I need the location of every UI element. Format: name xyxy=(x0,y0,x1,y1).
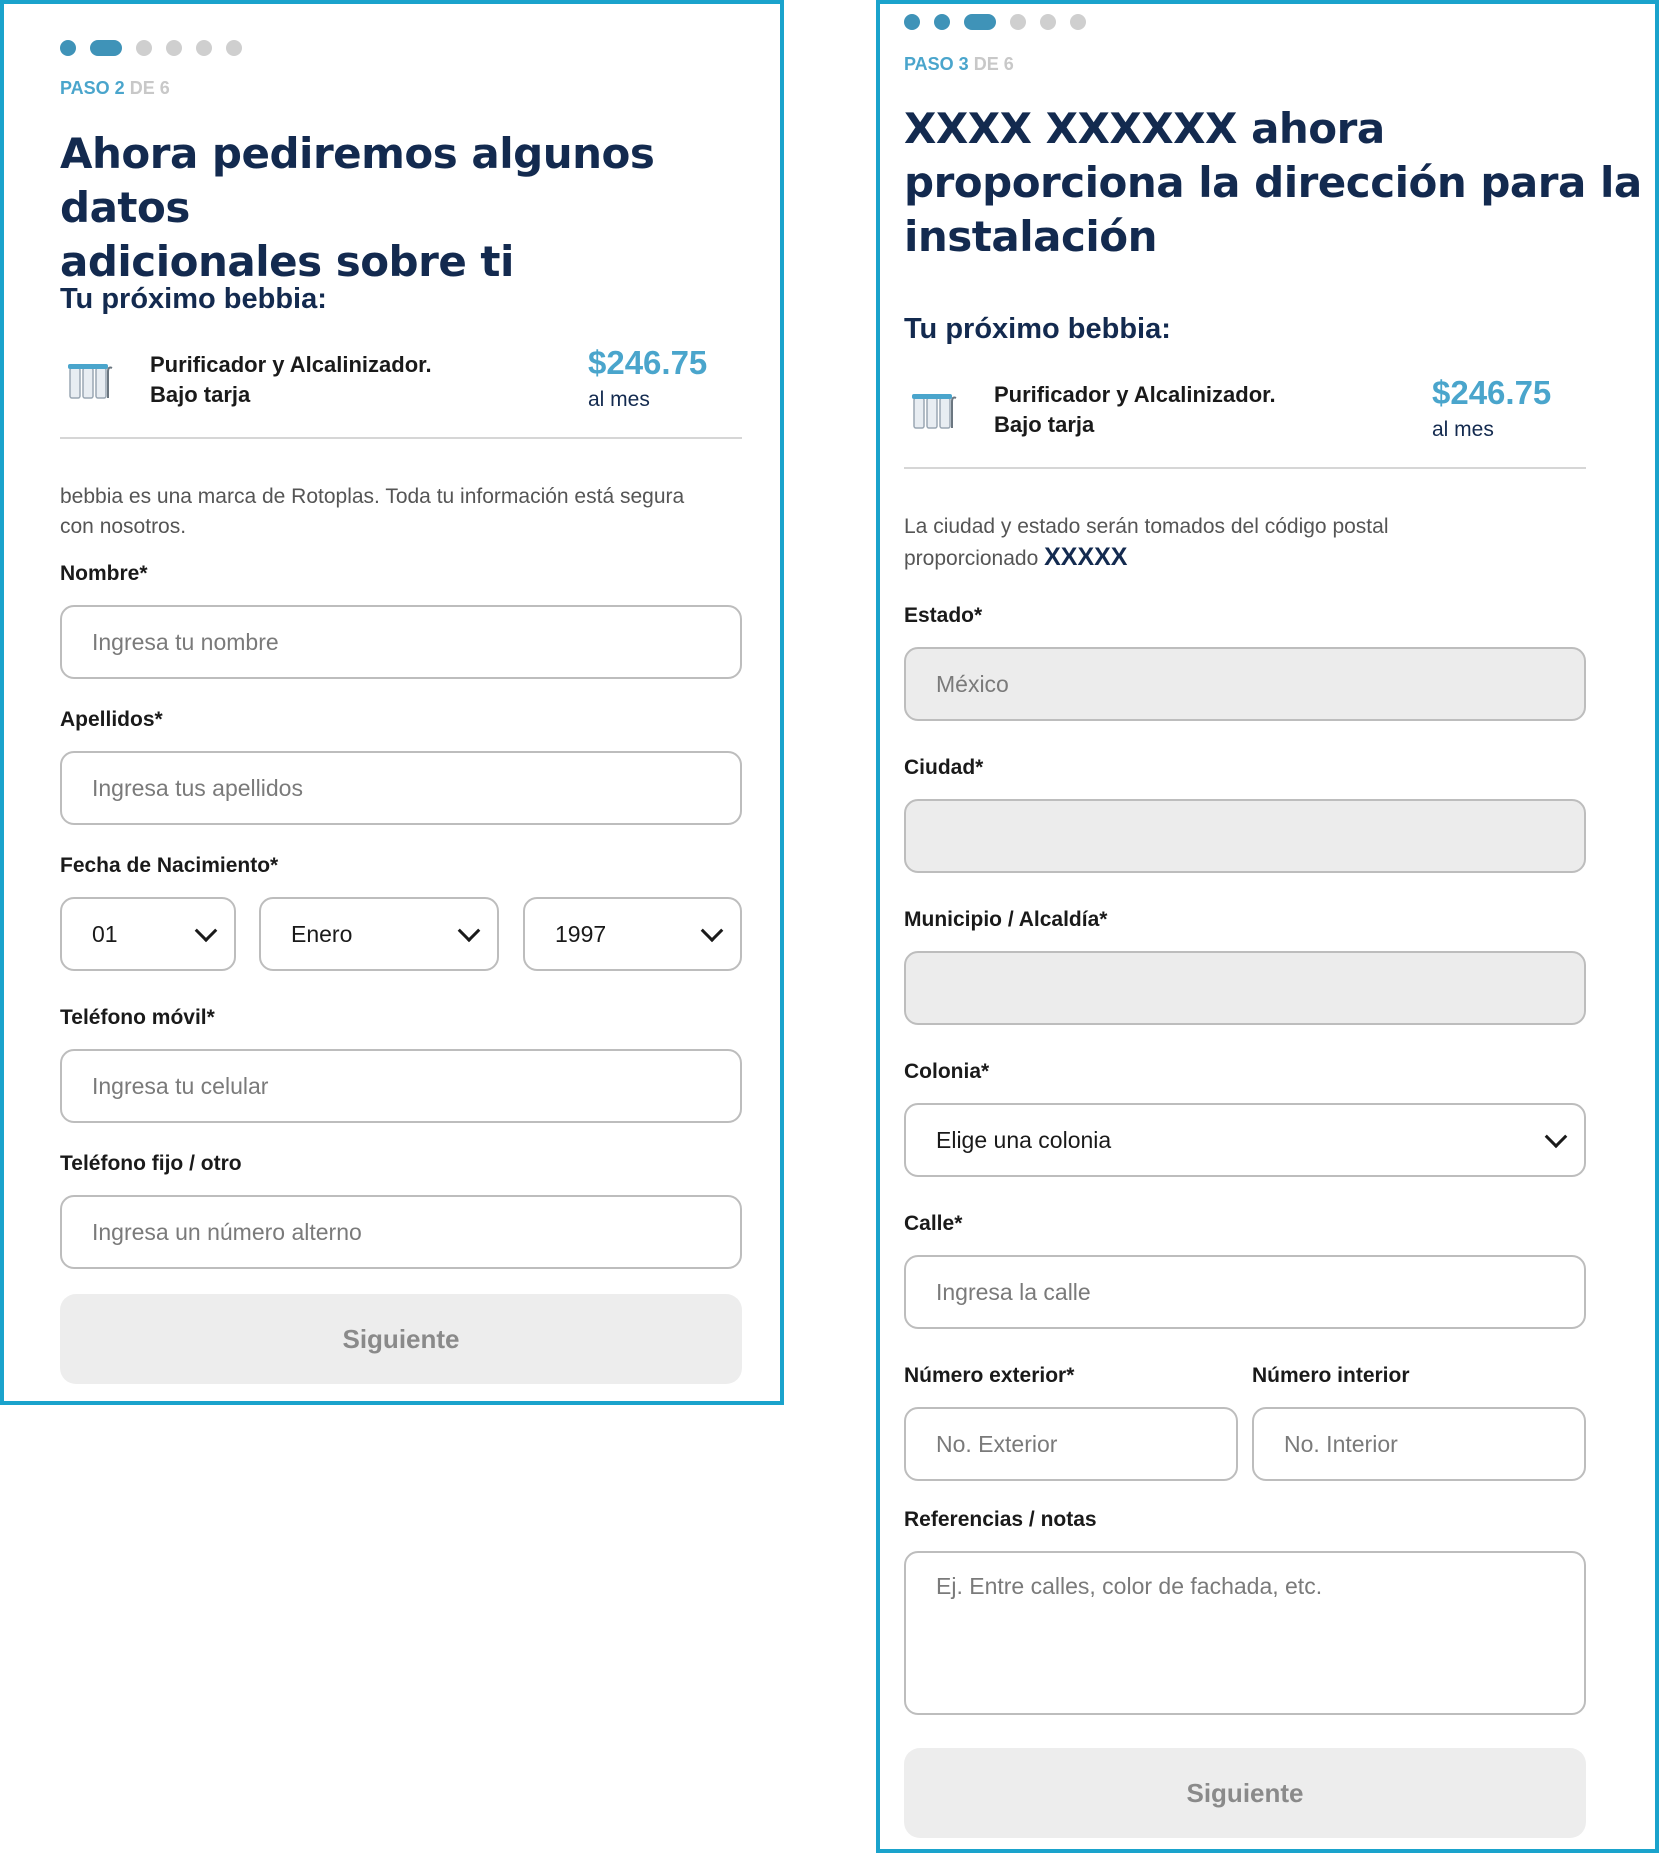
calle-label: Calle* xyxy=(904,1212,963,1235)
colonia-select[interactable] xyxy=(904,1103,1586,1177)
numero-exterior-label: Número exterior* xyxy=(904,1364,1075,1387)
divider xyxy=(60,437,742,439)
zip-note-line-2 xyxy=(904,542,1604,574)
step-dot-5 xyxy=(196,40,212,56)
page-title xyxy=(60,127,770,289)
nombre-label: Nombre* xyxy=(60,562,148,585)
privacy-note-line-2: con nosotros. xyxy=(60,515,187,538)
product-heading: Tu próximo bebbia: xyxy=(60,283,327,315)
apellidos-input[interactable]: Ingresa tus apellidos xyxy=(60,751,742,825)
numero-interior-input[interactable]: No. Interior xyxy=(1252,1407,1586,1481)
product-price: $246.75 xyxy=(588,344,708,381)
telefono-movil-label: Teléfono móvil* xyxy=(60,1006,215,1029)
step-dot-1 xyxy=(904,14,920,30)
chevron-down-icon xyxy=(1545,1125,1568,1148)
product-name-line-2: Bajo tarja xyxy=(994,412,1095,437)
zip-note xyxy=(904,512,1604,574)
step3-panel xyxy=(876,0,1659,1853)
zip-note-text: proporcionado xyxy=(904,547,1039,570)
price-period: al mes xyxy=(1432,418,1494,441)
step-dot-1 xyxy=(60,40,76,56)
apellidos-label: Apellidos* xyxy=(60,708,163,731)
step2-panel xyxy=(0,0,784,1405)
price-period: al mes xyxy=(588,388,650,411)
water-purifier-icon xyxy=(66,358,114,406)
nombre-input[interactable]: Ingresa tu nombre xyxy=(60,605,742,679)
product-name-line-1: Purificador y Alcalinizador. xyxy=(994,382,1276,407)
step-current: PASO 3 xyxy=(904,54,969,74)
page-title xyxy=(904,102,1644,264)
ciudad-label: Ciudad* xyxy=(904,756,984,779)
chevron-down-icon xyxy=(458,919,481,942)
step-dot-4 xyxy=(1010,14,1026,30)
telefono-fijo-input[interactable]: Ingresa un número alterno xyxy=(60,1195,742,1269)
page-title-line-1: Ahora pediremos algunos datos xyxy=(60,129,655,232)
product-name xyxy=(150,350,432,410)
fecha-nacimiento-label: Fecha de Nacimiento* xyxy=(60,854,279,877)
municipio-field xyxy=(904,951,1586,1025)
birth-month-value: Enero xyxy=(291,920,353,947)
page-title-line-1: XXXX XXXXXX ahora xyxy=(904,104,1385,153)
step-dot-6 xyxy=(1070,14,1086,30)
page-title-line-3: instalación xyxy=(904,212,1158,261)
step-dot-6 xyxy=(226,40,242,56)
step-dot-2 xyxy=(90,40,122,56)
page-title-line-2: proporciona la dirección para la xyxy=(904,158,1642,207)
numero-exterior-input[interactable]: No. Exterior xyxy=(904,1407,1238,1481)
privacy-note xyxy=(60,482,760,542)
birth-day-value: 01 xyxy=(92,920,118,947)
numero-interior-label: Número interior xyxy=(1252,1364,1410,1387)
step-total: DE 6 xyxy=(968,54,1014,74)
birth-year-select[interactable] xyxy=(523,897,742,971)
calle-input[interactable]: Ingresa la calle xyxy=(904,1255,1586,1329)
estado-field: México xyxy=(904,647,1586,721)
step-indicator xyxy=(60,78,170,99)
siguiente-button[interactable]: Siguiente xyxy=(904,1748,1586,1838)
step-current: PASO 2 xyxy=(60,78,125,98)
step-dot-3 xyxy=(964,14,996,30)
product-heading: Tu próximo bebbia: xyxy=(904,313,1171,345)
telefono-movil-input[interactable]: Ingresa tu celular xyxy=(60,1049,742,1123)
chevron-down-icon xyxy=(195,919,218,942)
product-name xyxy=(994,380,1276,440)
product-name-line-1: Purificador y Alcalinizador. xyxy=(150,352,432,377)
step-progress xyxy=(904,14,1100,30)
product-price: $246.75 xyxy=(1432,374,1552,411)
estado-label: Estado* xyxy=(904,604,983,627)
ciudad-field xyxy=(904,799,1586,873)
step-dot-5 xyxy=(1040,14,1056,30)
referencias-textarea[interactable]: Ej. Entre calles, color de fachada, etc. xyxy=(904,1551,1586,1715)
birth-day-select[interactable] xyxy=(60,897,236,971)
privacy-note-line-1: bebbia es una marca de Rotoplas. Toda tu información está segura xyxy=(60,485,685,508)
step-dot-2 xyxy=(934,14,950,30)
chevron-down-icon xyxy=(701,919,724,942)
step-progress xyxy=(60,40,256,56)
zip-code: XXXXX xyxy=(1044,543,1128,571)
colonia-label: Colonia* xyxy=(904,1060,990,1083)
product-name-line-2: Bajo tarja xyxy=(150,382,251,407)
referencias-label: Referencias / notas xyxy=(904,1508,1097,1531)
colonia-value: Elige una colonia xyxy=(936,1126,1112,1153)
page-title-line-2: adicionales sobre ti xyxy=(60,237,514,286)
zip-note-line-1: La ciudad y estado serán tomados del código postal xyxy=(904,515,1389,538)
divider xyxy=(904,467,1586,469)
municipio-label: Municipio / Alcaldía* xyxy=(904,908,1108,931)
birth-month-select[interactable] xyxy=(259,897,499,971)
step-dot-4 xyxy=(166,40,182,56)
siguiente-button[interactable]: Siguiente xyxy=(60,1294,742,1384)
step-total: DE 6 xyxy=(124,78,170,98)
step-indicator xyxy=(904,54,1014,75)
birth-year-value: 1997 xyxy=(555,920,607,947)
water-purifier-icon xyxy=(910,388,958,436)
telefono-fijo-label: Teléfono fijo / otro xyxy=(60,1152,242,1175)
step-dot-3 xyxy=(136,40,152,56)
